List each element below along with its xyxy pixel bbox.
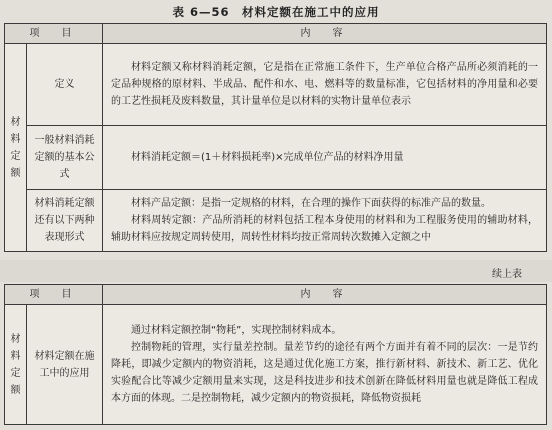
row-name: 一般材料消耗定额的基本公式: [27, 126, 103, 190]
header-content: 内 容: [103, 24, 547, 44]
row-paragraph: 材料周转定额：产品所消耗的材料包括工程本身使用的材料和为工程服务使用的辅助材料，辅助材料应按规定周转使用，周转性材料均按正常周转次数摊入定额之中: [111, 215, 538, 243]
table-header-row: [5, 24, 547, 44]
row-paragraph: 材料消耗定额＝(1＋材料损耗率)×完成单位产品的材料净用量: [131, 152, 404, 163]
page-gap: [0, 260, 552, 282]
category-label: 材料定额: [10, 333, 21, 396]
row-content: [103, 44, 547, 126]
category-cell: [5, 305, 27, 425]
row-paragraph: 材料定额又称材料消耗定额，它是指在正常施工条件下，生产单位合格产品所必须消耗的一定品种规格的原材料、半成品、配件和水、电、燃料等的数量标准，它包括材料的净用量和必要的工艺性损耗及废料数量，其计量单位是以材料的实物计量单位表示: [111, 62, 538, 107]
row-content: [103, 190, 547, 252]
table-row: [5, 190, 547, 252]
category-cell: [5, 44, 27, 252]
table-row: [5, 44, 547, 126]
row-paragraph: 控制物耗的管理，实行量差控制。量差节约的途径有两个方面并有着不同的层次：一是节约降耗，即减少定额内的物资消耗，这是通过优化施工方案，推行新材料、新技术、新工艺、优化实验配合比等减少定额用量来实现，这是科技进步和技术创新在降低材料用量也就是降低工程成本方面的体现。二是控制物耗，减少定额内的物资损耗，降低物资损耗: [111, 342, 538, 404]
row-paragraph: 材料产品定额：是指一定规格的材料，在合理的操作下面获得的标准产品的数量。: [131, 198, 491, 209]
category-label: 材料定额: [10, 116, 21, 179]
table-row: [5, 305, 547, 425]
table-row: [5, 126, 547, 190]
row-paragraph: 通过材料定额控制“物耗”，实现控制材料成本。: [131, 325, 342, 336]
header-item: 项 目: [5, 285, 103, 305]
header-item: 项 目: [5, 24, 103, 44]
row-content: [103, 305, 547, 425]
material-quota-table-continued: [4, 284, 547, 425]
header-content: 内 容: [103, 285, 547, 305]
material-quota-table: [4, 23, 547, 252]
row-name: 材料定额在施工中的应用: [27, 305, 103, 425]
continued-label: 续上表: [492, 269, 522, 280]
row-content: [103, 126, 547, 190]
row-name: 定义: [27, 44, 103, 126]
row-name: 材料消耗定额还有以下两种表现形式: [27, 190, 103, 252]
table-title: 表 6—56 材料定额在施工中的应用: [172, 5, 380, 19]
table-header-row: [5, 285, 547, 305]
